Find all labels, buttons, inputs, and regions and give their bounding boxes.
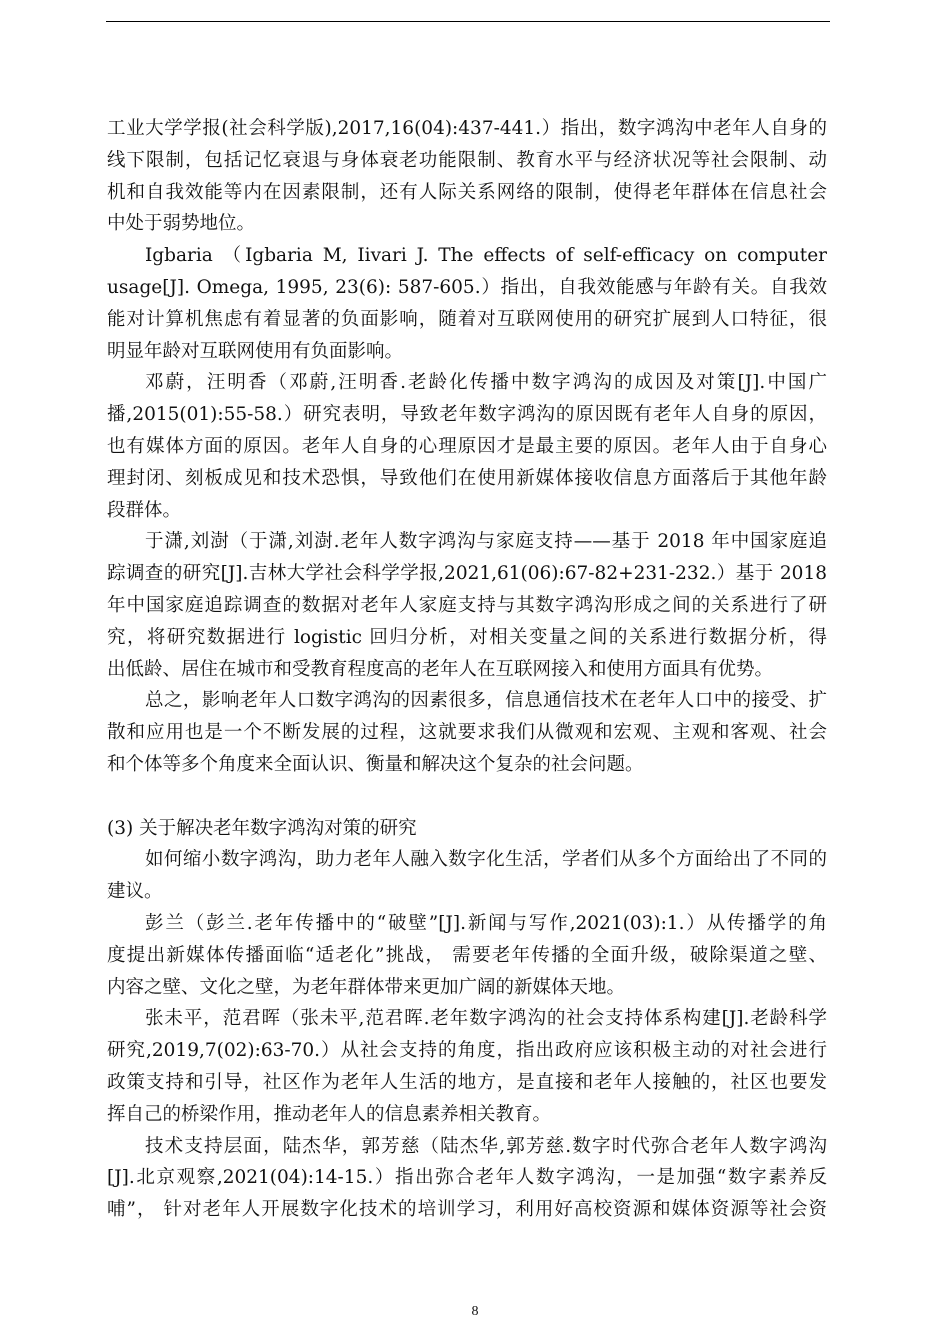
paragraph-line: 踪调查的研究[J].吉林大学社会科学学报,2021,61(06):67-82+231-232.）基于 2018 bbox=[107, 563, 827, 585]
paragraph-line: 和个体等多个角度来全面认识、衡量和解决这个复杂的社会问题。 bbox=[107, 753, 644, 775]
paragraph-line: 张未平，范君晖（张未平,范君晖.老年数字鸿沟的社会支持体系构建[J].老龄科学 bbox=[145, 1008, 827, 1030]
document-body bbox=[107, 113, 827, 1226]
paragraph-line: 播,2015(01):55-58.）研究表明，导致老年数字鸿沟的原因既有老年人自身的原因， bbox=[107, 404, 827, 426]
paragraph-line: 彭兰（彭兰.老年传播中的“破壁”[J].新闻与写作,2021(03):1.）从传播学的角 bbox=[145, 912, 827, 934]
paragraph-line: 机和自我效能等内在因素限制，还有人际关系网络的限制，使得老年群体在信息社会 bbox=[107, 181, 827, 203]
paragraph-line: 哺”， 针对老年人开展数字化技术的培训学习，利用好高校资源和媒体资源等社会资 bbox=[107, 1199, 827, 1221]
paragraph-line: 建议。 bbox=[107, 881, 163, 903]
paragraph-line: 总之，影响老年人口数字鸿沟的因素很多，信息通信技术在老年人口中的接受、扩 bbox=[145, 690, 827, 712]
paragraph-line: 于潇,刘澍（于潇,刘澍.老年人数字鸿沟与家庭支持——基于 2018 年中国家庭追 bbox=[145, 531, 827, 553]
paragraph-line: 明显年龄对互联网使用有负面影响。 bbox=[107, 340, 404, 362]
paragraph-line: 如何缩小数字鸿沟，助力老年人融入数字化生活，学者们从多个方面给出了不同的 bbox=[145, 849, 827, 871]
section-heading: (3) 关于解决老年数字鸿沟对策的研究 bbox=[107, 817, 417, 839]
paragraph-line: 线下限制，包括记忆衰退与身体衰老功能限制、教育水平与经济状况等社会限制、动 bbox=[107, 149, 827, 171]
page-number: 8 bbox=[471, 1304, 479, 1319]
paragraph-line: Igbaria （Igbaria M, Iivari J. The effects of self-efficacy on computer bbox=[145, 245, 827, 267]
paragraph-line: 出低龄、居住在城市和受教育程度高的老年人在互联网接入和使用方面具有优势。 bbox=[107, 658, 774, 680]
paragraph-line: 内容之壁、文化之壁，为老年群体带来更加广阔的新媒体天地。 bbox=[107, 976, 626, 998]
paragraph-line: 段群体。 bbox=[107, 499, 182, 521]
paragraph-line: 散和应用也是一个不断发展的过程，这就要求我们从微观和宏观、主观和客观、社会 bbox=[107, 722, 827, 744]
paragraph-line: 也有媒体方面的原因。老年人自身的心理原因才是最主要的原因。老年人由于自身心 bbox=[107, 435, 827, 457]
paragraph-line: 度提出新媒体传播面临“适老化”挑战， 需要老年传播的全面升级，破除渠道之壁、 bbox=[107, 944, 827, 966]
paragraph-line: 年中国家庭追踪调查的数据对老年人家庭支持与其数字鸿沟形成之间的关系进行了研 bbox=[107, 594, 827, 616]
paragraph-line: 中处于弱势地位。 bbox=[107, 213, 256, 235]
paragraph-line: 理封闭、刻板成见和技术恐惧，导致他们在使用新媒体接收信息方面落后于其他年龄 bbox=[107, 467, 827, 489]
paragraph-line: 技术支持层面，陆杰华，郭芳慈（陆杰华,郭芳慈.数字时代弥合老年人数字鸿沟 bbox=[145, 1135, 827, 1157]
paragraph-line: 邓蔚，汪明香（邓蔚,汪明香.老龄化传播中数字鸿沟的成因及对策[J].中国广 bbox=[145, 372, 827, 394]
header-rule bbox=[106, 21, 830, 22]
paragraph-line: usage[J]. Omega, 1995, 23(6): 587-605.）指出，自我效能感与年龄有关。自我效 bbox=[107, 276, 827, 298]
paragraph-line: 研究,2019,7(02):63-70.）从社会支持的角度，指出政府应该积极主动的对社会进行 bbox=[107, 1040, 827, 1062]
paragraph-line: [J].北京观察,2021(04):14-15.）指出弥合老年人数字鸿沟，一是加强“数字素养反 bbox=[107, 1167, 827, 1189]
blank-line bbox=[107, 781, 827, 813]
paragraph-line: 政策支持和引导，社区作为老年人生活的地方，是直接和老年人接触的，社区也要发 bbox=[107, 1071, 827, 1093]
paragraph-line: 挥自己的桥梁作用，推动老年人的信息素养相关教育。 bbox=[107, 1103, 552, 1125]
paragraph-line: 工业大学学报(社会科学版),2017,16(04):437-441.）指出，数字鸿沟中老年人自身的 bbox=[107, 118, 827, 139]
paragraph-line: 能对计算机焦虑有着显著的负面影响，随着对互联网使用的研究扩展到人口特征，很 bbox=[107, 308, 827, 330]
paragraph-line: 究，将研究数据进行 logistic 回归分析，对相关变量之间的关系进行数据分析，得 bbox=[107, 626, 827, 648]
